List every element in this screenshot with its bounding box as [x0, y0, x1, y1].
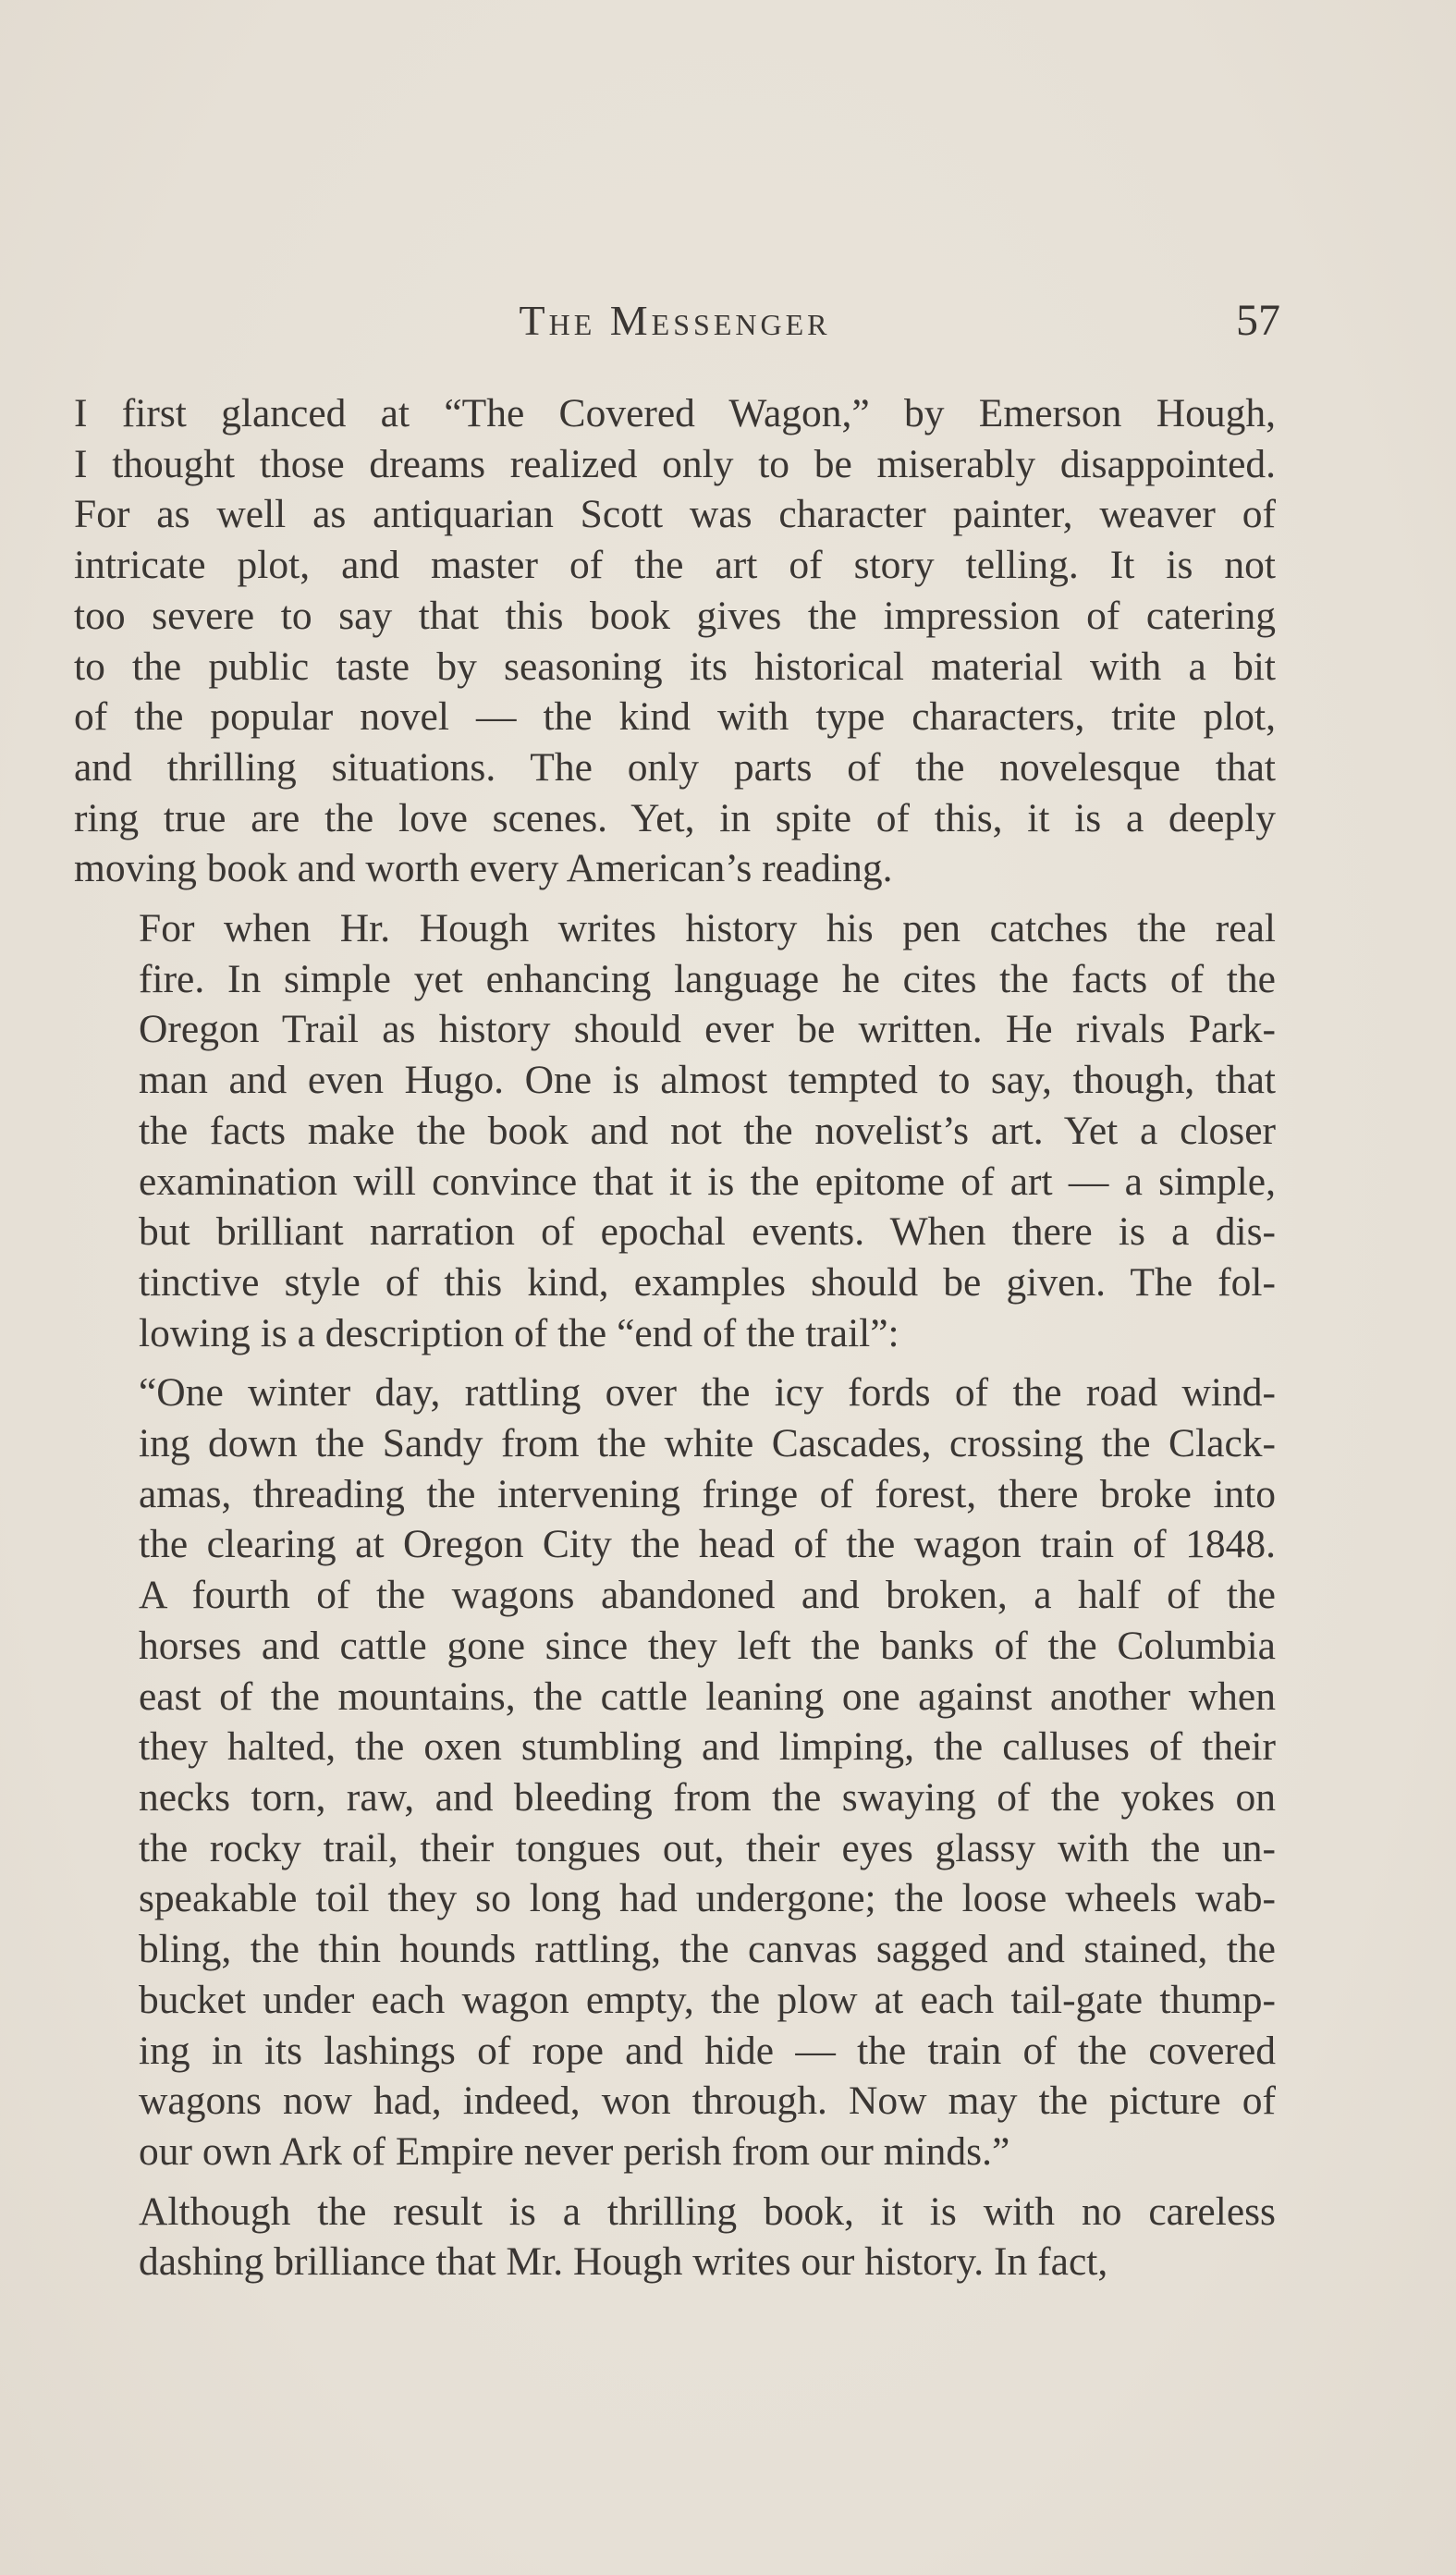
text-line: intricate plot, and master of the art of story telling. It is not	[74, 543, 1276, 588]
text-line: too severe to say that this book gives the impression of catering	[74, 593, 1276, 638]
text-line: For when Hr. Hough writes history his pen catches the real	[139, 906, 1276, 951]
text-line: tinctive style of this kind, examples should be given. The fol-	[139, 1259, 1276, 1305]
text-line: A fourth of the wagons abandoned and broken, a half of the	[139, 1573, 1276, 1618]
paragraph	[74, 388, 1276, 894]
text-line: but brilliant narration of epochal events. When there is a dis-	[139, 1209, 1276, 1255]
text-line: our own Ark of Empire never perish from our minds.”	[139, 2128, 1010, 2174]
paragraph	[74, 903, 1276, 1358]
text-line: of the popular novel — the kind with type characters, trite plot,	[74, 694, 1276, 740]
text-line: examination will convince that it is the epitome of art — a simple,	[139, 1159, 1276, 1204]
paragraph	[74, 1367, 1276, 2176]
text-line: lowing is a description of the “end of the trail”:	[139, 1310, 899, 1355]
text-line: Oregon Trail as history should ever be written. He rivals Park-	[139, 1007, 1276, 1052]
text-line: to the public taste by seasoning its historical material with a bit	[74, 644, 1276, 689]
text-line: wagons now had, indeed, won through. Now may the picture of	[139, 2078, 1276, 2124]
text-line: I first glanced at “The Covered Wagon,” by Emerson Hough,	[74, 391, 1276, 435]
text-line: ring true are the love scenes. Yet, in spite of this, it is a deeply	[74, 795, 1276, 840]
paragraph	[74, 2187, 1276, 2287]
text-line: they halted, the oxen stumbling and limping, the calluses of their	[139, 1724, 1276, 1770]
text-line: the clearing at Oregon City the head of the wagon train of 1848.	[139, 1522, 1276, 1567]
text-line: horses and cattle gone since they left the banks of the Columbia	[139, 1623, 1276, 1668]
text-line: the rocky trail, their tongues out, their eyes glassy with the un-	[139, 1825, 1276, 1870]
text-line: amas, threading the intervening fringe of forest, there broke into	[139, 1471, 1276, 1516]
text-line: Although the result is a thrilling book, it is with no careless	[139, 2189, 1276, 2234]
text-line: For as well as antiquarian Scott was character painter, weaver of	[74, 492, 1276, 537]
running-title: The Messenger	[519, 297, 831, 344]
text-line: “One winter day, rattling over the icy fords of the road wind-	[139, 1370, 1276, 1416]
text-line: bling, the thin hounds rattling, the canvas sagged and stained, the	[139, 1927, 1276, 1972]
text-line: dashing brilliance that Mr. Hough writes our history. In fact,	[139, 2239, 1108, 2285]
running-head	[74, 288, 1280, 353]
text-line: fire. In simple yet enhancing language he cites the facts of the	[139, 956, 1276, 1001]
text-line: necks torn, raw, and bleeding from the swaying of the yokes on	[139, 1774, 1276, 1820]
text-line: I thought those dreams realized only to be miserably disappointed.	[74, 441, 1276, 486]
body-text	[74, 388, 1276, 2297]
page-number: 57	[1236, 296, 1280, 345]
text-line: moving book and worth every American’s reading.	[74, 846, 893, 891]
text-line: ing in its lashings of rope and hide — the train of the covered	[139, 2028, 1276, 2073]
text-line: and thrilling situations. The only parts of the novelesque that	[74, 744, 1276, 790]
text-line: east of the mountains, the cattle leaning one against another when	[139, 1674, 1276, 1719]
text-line: man and even Hugo. One is almost tempted to say, though, that	[139, 1058, 1276, 1103]
text-line: bucket under each wagon empty, the plow at each tail-gate thump-	[139, 1977, 1276, 2022]
text-line: the facts make the book and not the novelist’s art. Yet a closer	[139, 1108, 1276, 1153]
text-line: speakable toil they so long had undergone; the loose wheels wab-	[139, 1876, 1276, 1921]
text-line: ing down the Sandy from the white Cascades, crossing the Clack-	[139, 1421, 1276, 1466]
